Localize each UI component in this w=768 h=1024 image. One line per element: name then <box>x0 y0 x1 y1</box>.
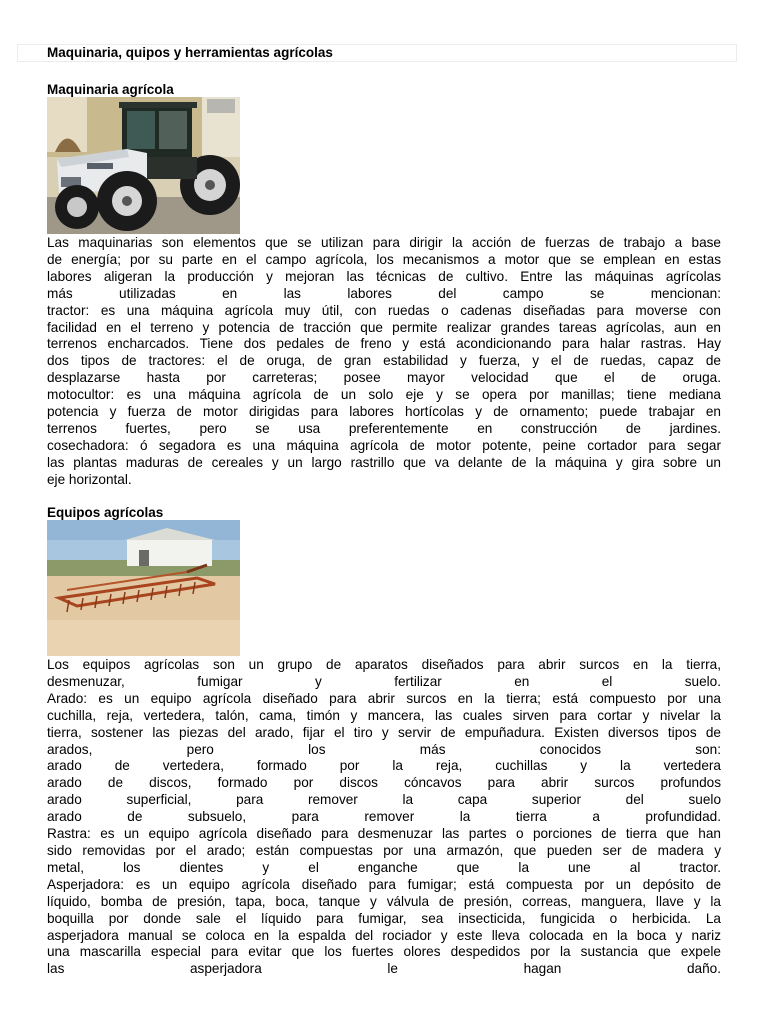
body-line: tierra, sostener las piezas del arado, fijar el tiro y servir de empuñadura. Existen diversos tipos de <box>47 724 721 740</box>
body-line: más utilizadas en las labores del campo se mencionan: <box>47 285 721 301</box>
section1-body <box>47 235 721 489</box>
section-heading-equipos: Equipos agrícolas <box>47 505 164 520</box>
body-line: sido removidas por el arado; están compuestas por una armazón, que pueden ser de madera y <box>47 842 721 858</box>
body-line: arados, pero los más conocidos son: <box>47 741 721 757</box>
body-line: líquido, bomba de presión, tapa, boca, tanque y válvula de presión, correas, manguera, llave y la <box>47 893 721 909</box>
body-line: tractor: es una máquina agrícola muy útil, con ruedas o cadenas diseñadas para moverse con <box>47 302 721 318</box>
section-heading-maquinaria: Maquinaria agrícola <box>47 82 174 97</box>
body-line: potencia y fuerza de motor dirigidas para labores hortícolas y de ornamento; puede trabajar en <box>47 404 721 420</box>
body-line: terrenos fuertes, pero se usa preferentemente en construcción de jardines. <box>47 420 721 436</box>
body-line: labores aligeran la producción y mejoran las técnicas de cultivo. Entre las máquinas agrícolas <box>47 268 721 284</box>
body-line: las asperjadora le hagan daño. <box>47 961 721 977</box>
tractor-photo <box>47 97 240 234</box>
body-line: arado superficial, para remover la capa superior del suelo <box>47 792 721 808</box>
body-line: cosechadora: ó segadora es una máquina agrícola de motor potente, peine cortador para segar <box>47 437 721 453</box>
body-line: boquilla por donde sale el líquido para fumigar, sea insecticida, fungicida o herbicida. La <box>47 910 721 926</box>
document-title: Maquinaria, quipos y herramientas agrícolas <box>47 45 333 60</box>
body-line: de energía; por su parte en el campo agrícola, los mecanismos a motor que se emplean en estas <box>47 251 721 267</box>
body-line: una mascarilla especial para evitar que los fuertes olores despedidos por la sustancia que expele <box>47 944 721 960</box>
body-line: desplazarse hasta por carreteras; posee mayor velocidad que el de oruga. <box>47 370 721 386</box>
body-line: Rastra: es un equipo agrícola diseñado para desmenuzar las partes o porciones de tierra que han <box>47 826 721 842</box>
body-line: Los equipos agrícolas son un grupo de aparatos diseñados para abrir surcos en la tierra, <box>47 657 721 672</box>
body-line: terrenos encharcados. Tiene dos pedales de freno y está acondicionando para halar rastras. Hay <box>47 336 721 352</box>
body-line: las plantas maduras de cereales y un largo rastrillo que va delante de la máquina y gira sobre un <box>47 454 721 470</box>
body-line: eje horizontal. <box>47 471 132 487</box>
section2-body <box>47 657 721 978</box>
body-line: metal, los dientes y el enganche que la une al tractor. <box>47 859 721 875</box>
body-line: dos tipos de tractores: el de oruga, de gran estabilidad y fuerza, y el de ruedas, capaz de <box>47 353 721 369</box>
body-line: motocultor: es una máquina agrícola de un solo eje y se opera por manillas; tiene mediana <box>47 387 721 403</box>
body-line: facilidad en el terreno y potencia de tracción que permite realizar grandes tareas agrícolas, aun en <box>47 319 721 335</box>
body-line: arado de vertedera, formado por la reja, cuchillas y la vertedera <box>47 758 721 774</box>
body-line: cuchilla, reja, vertedera, talón, cama, timón y mancera, las cuales sirven para cortar y nivelar la <box>47 707 721 723</box>
body-line: Asperjadora: es un equipo agrícola diseñado para fumigar; está compuesta por un depósito de <box>47 876 721 892</box>
cultivator-photo <box>47 520 240 656</box>
body-line: arado de discos, formado por discos cóncavos para abrir surcos profundos <box>47 775 721 791</box>
body-line: Las maquinarias son elementos que se utilizan para dirigir la acción de fuerzas de trabajo a base <box>47 235 721 250</box>
body-line: Arado: es un equipo agrícola diseñado para abrir surcos en la tierra; está compuesto por una <box>47 690 721 706</box>
body-line: asperjadora manual se coloca en la espalda del rociador y este lleva colocada en la boca y nariz <box>47 927 721 943</box>
body-line: arado de subsuelo, para remover la tierra a profundidad. <box>47 809 721 825</box>
body-line: desmenuzar, fumigar y fertilizar en el suelo. <box>47 673 721 689</box>
